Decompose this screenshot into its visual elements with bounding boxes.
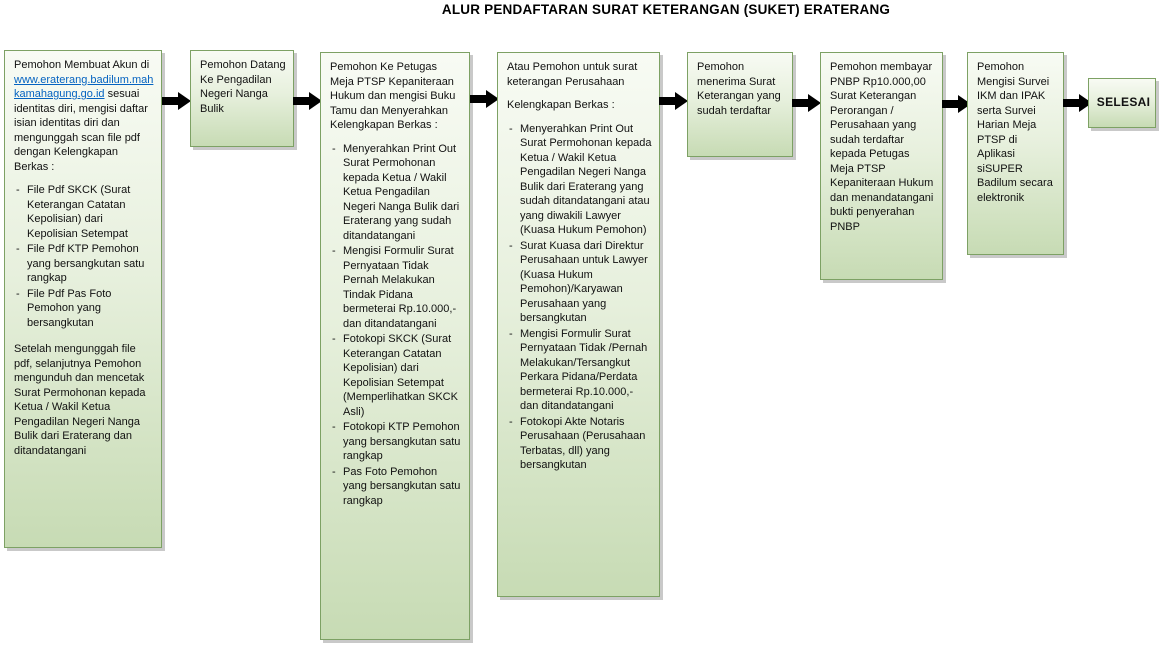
list-item-text: File Pdf SKCK (Surat Keterangan Catatan Kepolisian) dari Kepolisian Setempat [27,184,131,240]
flow-arrow-icon [293,89,323,113]
step-survey-box [967,52,1064,255]
step-pay-pnbp-text: Pemohon membayar PNBP Rp10.000,00 Surat Keterangan Perorangan / Perusahaan yang sudah terdaftar kepada Petugas Meja PTSP Kepaniteraan Hukum dan menandatangani bukti penyerahan PNBP [830,61,934,233]
list-item [330,420,463,464]
list-item-text: Menyerahkan Print Out Surat Permohonan kepada Ketua / Wakil Ketua Pengadilan Negeri Nanga Bulik dari Eraterang yang sudah ditandatangani [343,142,460,242]
list-item-text: Pas Foto Pemohon yang bersangkutan satu rangkap [343,465,461,507]
list-item [507,122,653,238]
flow-arrow-icon [162,89,192,113]
step-company-letter-subheading: Kelengkapan Berkas : [507,99,615,112]
list-item [14,242,155,286]
flow-arrow-icon [792,91,822,115]
step-create-account-intro [14,58,155,174]
step-receive-letter-text: Pemohon menerima Surat Keterangan yang sudah terdaftar [697,61,781,117]
step-ptsp-desk-intro: Pemohon Ke Petugas Meja PTSP Kepaniteraan Hukum dan mengisi Buku Tamu dan Menyerahkan Kelengkapan Berkas : [330,61,456,132]
list-item [507,239,653,326]
flow-arrow-icon [470,87,500,111]
list-item-text: Fotokopi Akte Notaris Perusahaan (Perusahaan Terbatas, dll) yang bersangkutan [520,415,646,472]
step-finish-box [1088,78,1156,128]
list-item-text: File Pdf KTP Pemohon yang bersangkutan satu rangkap [27,243,145,285]
step-visit-court-text: Pemohon Datang Ke Pengadilan Negeri Nanga Bulik [200,59,286,115]
list-item [14,183,155,241]
handover-files-list [330,142,463,509]
list-item-text: Menyerahkan Print Out Surat Permohonan kepada Ketua / Wakil Ketua Pengadilan Negeri Nanga Bulik dari Eraterang yang sudah ditandatangani atau yang diwakili Lawyer (Kuasa Hukum Pemohon) [520,122,652,237]
list-item-text: Fotokopi SKCK (Surat Keterangan Catatan Kepolisian) dari Kepolisian Setempat (Memperlihatkan SKCK Asli) [343,333,458,418]
step-pay-pnbp-box [820,52,943,280]
company-files-list [507,122,653,473]
step-company-letter-box [497,52,660,597]
list-item [14,287,155,331]
page-title: ALUR PENDAFTARAN SURAT KETERANGAN (SUKET) ERATERANG [441,2,891,17]
list-item [330,142,463,244]
step-visit-court-box [190,50,294,147]
intro-text-before: Pemohon Membuat Akun di [14,59,150,71]
list-item [330,244,463,331]
step-survey-text: Pemohon Mengisi Survei IKM dan IPAK serta Survei Harian Meja PTSP di Aplikasi siSUPER Badilum secara elektronik [977,61,1053,204]
list-item-text: Fotokopi KTP Pemohon yang bersangkutan satu rangkap [343,421,461,463]
flow-arrow-icon [659,89,689,113]
eraterang-link[interactable]: www.eraterang.badilum.mahkamahagung.go.id [14,73,154,101]
step-receive-letter-box [687,52,793,157]
step-ptsp-desk-box [320,52,470,640]
list-item-text: Surat Kuasa dari Direktur Perusahaan untuk Lawyer (Kuasa Hukum Pemohon)/Karyawan Perusahaan yang bersangkutan [520,239,648,325]
step-company-letter-intro: Atau Pemohon untuk surat keterangan Perusahaan [507,61,638,88]
list-item [330,465,463,509]
list-item [507,327,653,414]
list-item-text: Mengisi Formulir Surat Pernyataan Tidak /Pernah Melakukan/Tersangkut Perkara Pidana/Perdata bermeterai Rp.10.000,- dan ditandatangani [520,327,648,413]
list-item [507,415,653,473]
step-create-account-footer: Setelah mengunggah file pdf, selanjutnya Pemohon mengunduh dan mencetak Surat Permohonan kepada Ketua / Wakil Ketua Pengadilan Negeri Nanga Bulik dari Eraterang dan ditandatangani [14,343,146,457]
step-create-account-box [4,50,162,548]
list-item-text: File Pdf Pas Foto Pemohon yang bersangkutan [27,287,112,329]
list-item-text: Mengisi Formulir Surat Pernyataan Tidak Pernah Melakukan Tindak Pidana bermeterai Rp.10.000,- dan ditandatangani [343,245,457,330]
intro-text-after: sesuai identitas diri, mengisi daftar isian identitas diri dan mengunggah scan file pdf dengan Kelengkapan Berkas : [14,88,148,173]
required-files-list [14,183,155,330]
list-item [330,332,463,419]
step-finish-text: SELESAI [1096,94,1151,109]
